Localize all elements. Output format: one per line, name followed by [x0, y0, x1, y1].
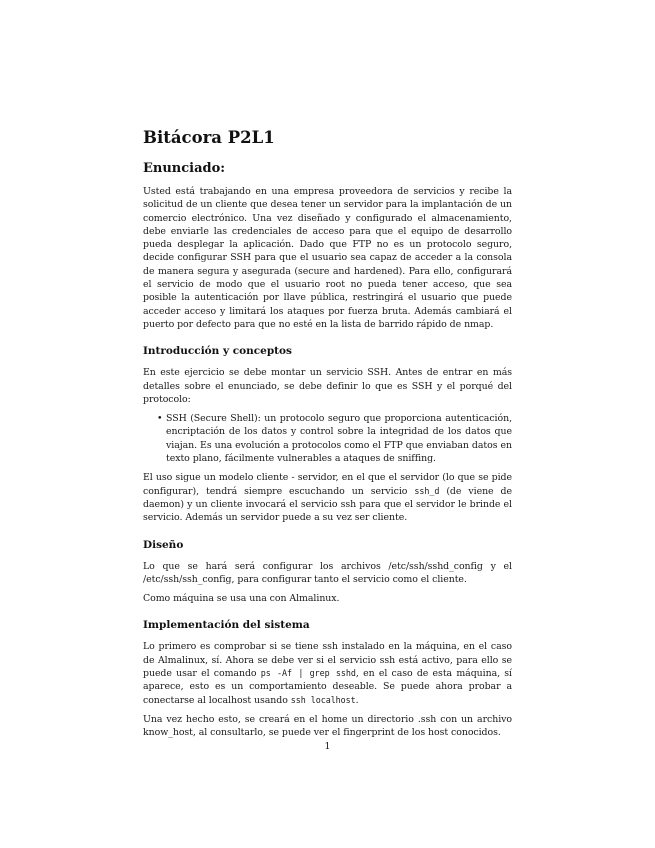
implementacion-paragraph-1 — [143, 640, 512, 706]
text-run: El uso sigue un modelo cliente - servidor, en el que el servidor (lo que se pide configurar), tendrá siempre escuchando un servicio — [143, 472, 512, 497]
diseno-paragraph-2: Como máquina se usa una con Almalinux. — [143, 593, 340, 605]
enunciado-paragraph: Usted está trabajando en una empresa proveedora de servicios y recibe la solicitud de un cliente que desea tener un servidor para la implantación de un comercio electrónico. Una vez diseñado y configurado el almacenamiento, debe enviarle las credenciales de acceso para que el equipo de desarrollo pueda desplegar la aplicación. Dado que FTP no es un protocolo seguro, decide configurar SSH para que el usuario sea capaz de acceder a la consola de manera segura y asegurada (secure and hardened). Para ello, configurará el servicio de modo que el usuario root no pueda tener acceso, que sea posible la autenticación por llave pública, restringirá el usuario que puede acceder acceso y limitará los ataques por fuerza bruta. Además cambiará el puerto por defecto para que no esté en la lista de barrido rápido de nmap. — [143, 186, 512, 330]
page-number: 1 — [324, 741, 331, 752]
implementacion-paragraph-2: Una vez hecho esto, se creará en el home un directorio .ssh con un archivo know_host, al consultarlo, se puede ver el fingerprint de los host conocidos. — [143, 713, 512, 739]
list-item-text: SSH (Secure Shell): un protocolo seguro que proporciona autenticación, encriptación de los datos y control sobre la integridad de los datos que viajan. Es una evolución a protocolos como el FTP que enviaban datos en texto plano, fácilmente vulnerables a ataques de sniffing. — [166, 413, 512, 465]
diseno-paragraph-1: Lo que se hará será configurar los archivos /etc/ssh/sshd_config y el /etc/ssh/ssh_config, para configurar tanto el servicio como el cliente. — [143, 560, 512, 585]
introduccion-paragraph-1: En este ejercicio se debe montar un servicio SSH. Antes de entrar en más detalles sobre el enunciado, se debe definir lo que es SSH y el porqué del protocolo: — [143, 367, 512, 405]
text-run: . — [355, 694, 359, 706]
implementacion-heading: Implementación del sistema — [143, 619, 310, 632]
concept-list — [143, 412, 512, 465]
enunciado-heading: Enunciado: — [143, 161, 226, 176]
text-run: Lo primero es comprobar si se tiene ssh instalado en la máquina, en el caso de Almalinux, sí. Ahora se debe ver si el servicio ssh está activo, para ello se puede usar el comando — [143, 641, 512, 680]
introduccion-heading: Introducción y conceptos — [143, 345, 292, 358]
bullet-icon: • — [157, 413, 163, 425]
inline-code: ps -Af | grep sshd — [260, 668, 356, 679]
text-run: (de viene de daemon) y un cliente invocará el servicio ssh para que el servidor le brinde el servicio. Además un servidor puede a su vez ser cliente. — [143, 485, 512, 524]
page-content — [143, 128, 512, 746]
inline-code: ssh localhost — [290, 694, 356, 705]
document-title: Bitácora P2L1 — [143, 128, 275, 147]
text-run: , en el caso de esta máquina, sí aparece, esto es un comportamiento deseable. Se puede ahora probar a conectarse al localhost usando — [143, 668, 513, 706]
list-item — [157, 412, 512, 465]
introduccion-paragraph-2 — [143, 471, 512, 524]
diseno-heading: Diseño — [143, 538, 184, 551]
inline-code: ssh_d — [414, 485, 440, 496]
